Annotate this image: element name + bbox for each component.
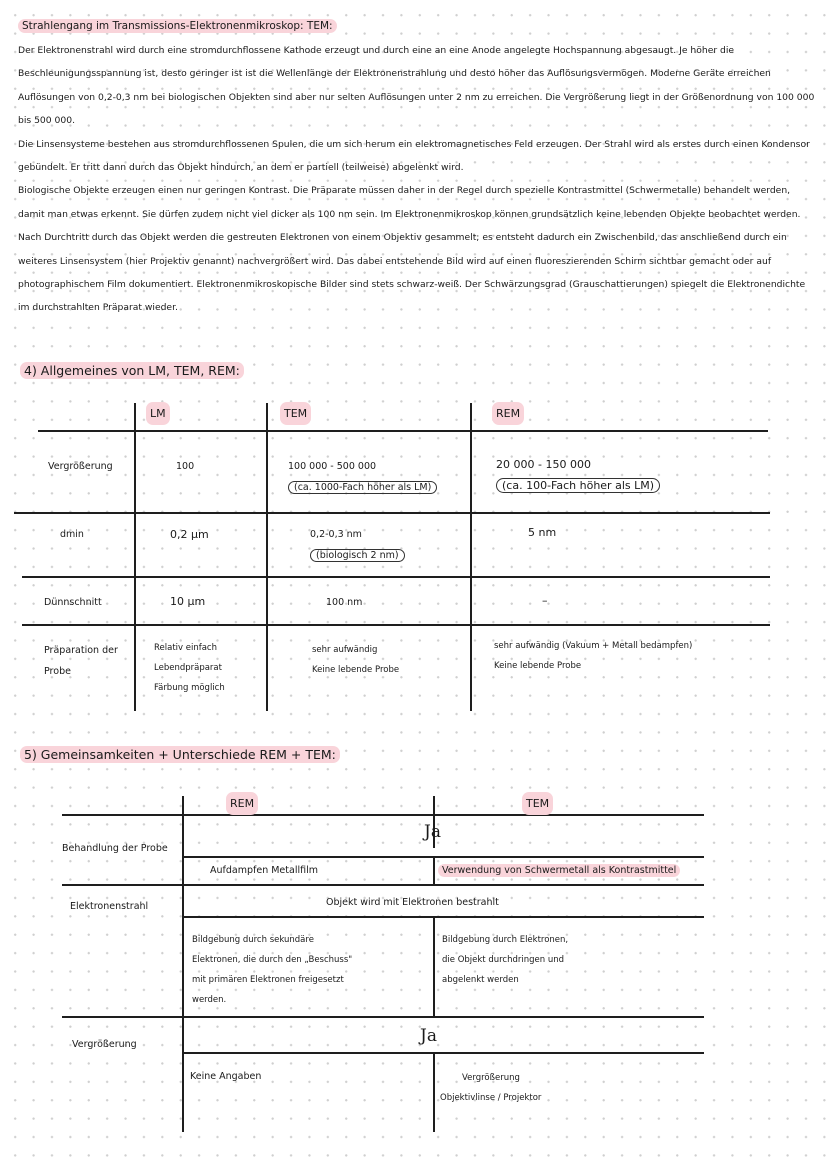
lm-vergroesserung: 100 [176,461,195,472]
tem-elektronenstrahl: Bildgebung durch Elektronen, die Objekt durchdringen und abgelenkt werden [442,935,569,985]
rem-duennschnitt: – [542,594,548,607]
rem-behandlung: Aufdampfen Metallfilm [210,865,318,876]
header-rem-2: REM [226,792,258,815]
intro-paragraph-2: Die Linsensysteme bestehen aus stromdurchflossenen Spulen, die um sich herum ein elektromagnetisches Feld erzeugen. Der Strahl wird als erstes durch einen Kondensor gebündelt. Er tritt dann durch das Objekt hindurch, an dem er partiell (teilweise) abgelenkt wird. [18,138,810,174]
row-label-elektronenstrahl: Elektronenstrahl [70,901,149,912]
intro-title: Strahlengang im Transmissions-Elektronenmikroskop: TEM: [18,19,337,33]
row-label-duennschnitt: Dünnschnitt [44,597,102,608]
lm-duennschnitt: 10 µm [170,595,206,608]
rem-dmin: 5 nm [528,526,557,539]
header-tem-2: TEM [522,792,553,815]
rem-praeparation: sehr aufwändig (Vakuum + Metall bedampfen) Keine lebende Probe [494,641,693,671]
section4-heading: 4) Allgemeines von LM, TEM, REM: [20,362,244,379]
tem-vergroesserung-2: Vergrößerung Objektivlinse / Projektor [440,1073,542,1103]
common-vergroesserung: Ja [420,1026,437,1046]
section5-heading: 5) Gemeinsamkeiten + Unterschiede REM + TEM: [20,746,340,763]
row-label-vergroesserung: Vergrößerung [48,461,113,472]
common-elektronenstrahl: Objekt wird mit Elektronen bestrahlt [326,897,499,908]
intro-paragraph-3: Biologische Objekte erzeugen einen nur geringen Kontrast. Die Präparate müssen daher in der Regel durch spezielle Kontrastmittel (Schwermetalle) behandelt werden, damit man etwas erkennt. Sie dürfen zudem nicht viel dicker als 100 nm sein. Im Elektronenmikroskop können grundsätzlich keine lebenden Objekte beobachtet werden. Nach Durchtritt durch das Objekt werden die gestreuten Elektronen von einem Objektiv gesammelt; es entsteht dadurch ein Zwischenbild, das anschließend durch ein weiteres Linsensystem (hier Projektiv genannt) nachvergrößert wird. Das dabei entstehende Bild wird auf einen fluoreszierenden Schirm sichtbar gemacht oder auf photographischem Film dokumentiert. Elektronenmikroskopische Bilder sind stets schwarz-weiß. Der Schwärzungsgrad (Grauschattierungen) spiegelt die Elektronendichte im durchstrahlten Präparat wieder. [18,185,806,314]
lm-dmin: 0,2 µm [170,528,209,541]
header-lm: LM [146,402,170,425]
intro-section [18,14,818,320]
tem-vergroesserung: 100 000 - 500 000 (ca. 1000-Fach höher als LM) [288,456,437,498]
rem-vergroesserung-2: Keine Angaben [190,1071,262,1082]
header-rem: REM [492,402,524,425]
tem-praeparation: sehr aufwändig Keine lebende Probe [312,645,400,675]
lm-praeparation: Relativ einfach Lebendpräparat Färbung möglich [154,643,225,693]
rem-elektronenstrahl: Bildgebung durch sekundäre Elektronen, die durch den „Beschuss" mit primären Elektronen freigesetzt werden. [192,935,353,1005]
rem-vergroesserung: 20 000 - 150 000 (ca. 100-Fach höher als LM) [496,454,660,496]
header-tem: TEM [280,402,311,425]
row-label-praeparation: Präparation der Probe [44,645,118,677]
tem-dmin: 0,2-0,3 nm (biologisch 2 nm) [310,524,405,566]
intro-paragraph-1: Der Elektronenstrahl wird durch eine stromdurchflossene Kathode erzeugt und durch eine an eine Anode angelegte Hochspannung abgesaugt. Je höher die Beschleunigungsspannung ist, desto geringer ist ist die Wellenlänge der Elektronenstrahlung und desto höher das Auflösungsvermögen. Moderne Geräte erreichen Auflösungen von 0,2-0,3 nm bei biologischen Objekten sind aber nur selten Auflösungen unter 2 nm zu erreichen. Die Vergrößerung liegt in der Größenordnung von 100 000 bis 500 000. [18,45,815,127]
row-label-behandlung: Behandlung der Probe [62,843,168,854]
common-behandlung: Ja [424,822,441,842]
tem-duennschnitt: 100 nm [326,597,363,608]
row-label-vergroesserung-2: Vergrößerung [72,1039,137,1050]
tem-behandlung: Verwendung von Schwermetall als Kontrastmittel [438,860,680,881]
row-label-dmin: dmin [60,529,84,540]
